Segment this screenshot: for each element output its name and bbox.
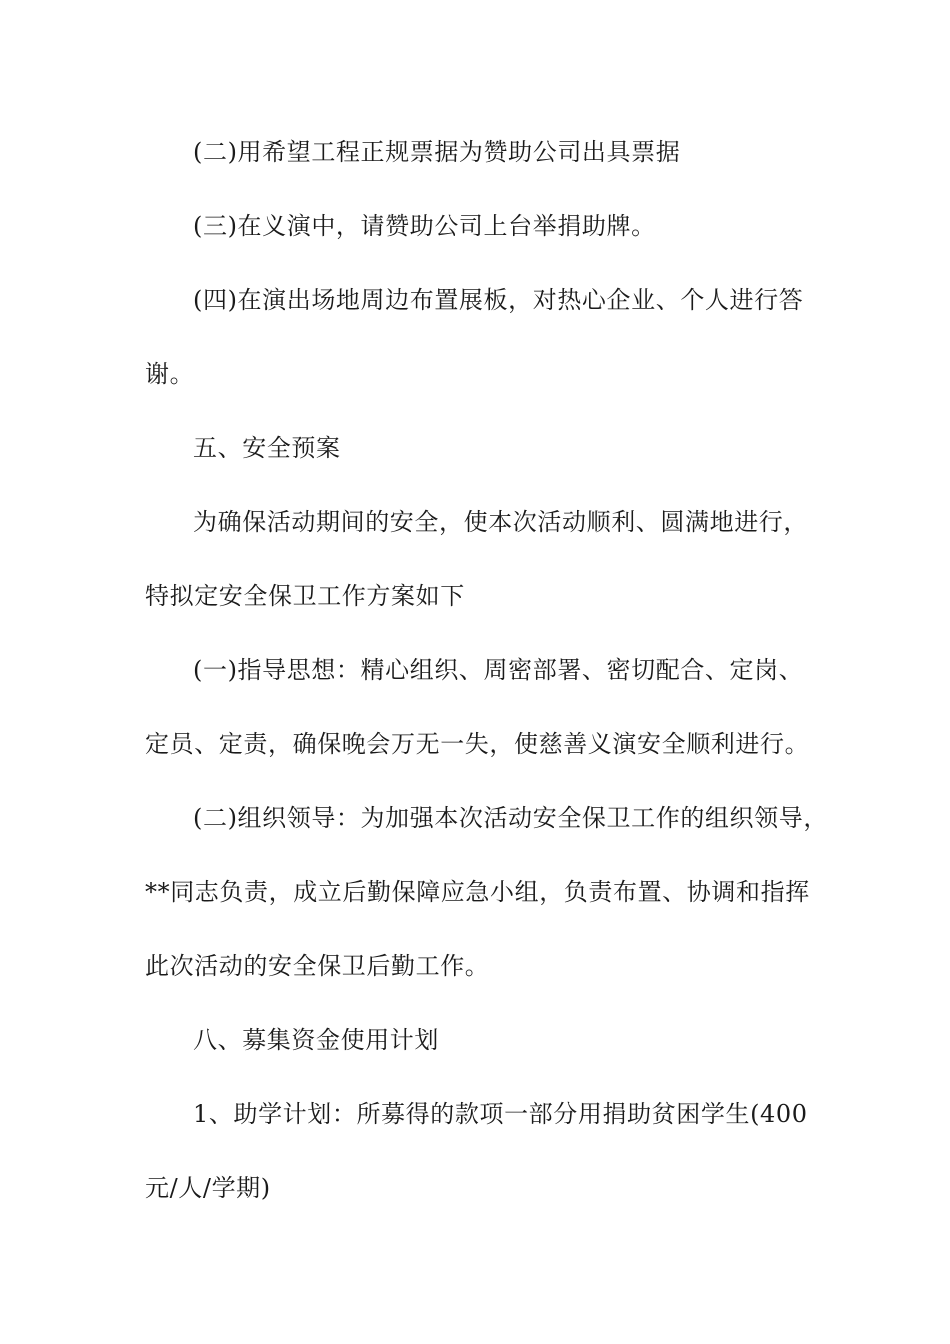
paragraph-line: 特拟定安全保卫工作方案如下 xyxy=(145,582,465,610)
paragraph-line: 谢。 xyxy=(145,360,195,388)
paragraph-line: (四)在演出场地周边布置展板，对热心企业、个人进行答 xyxy=(193,286,804,314)
paragraph-line: 1、助学计划：所募得的款项一部分用捐助贫困学生(400 xyxy=(193,1100,808,1128)
section-heading: 五、安全预案 xyxy=(193,434,341,462)
paragraph-line: (三)在义演中，请赞助公司上台举捐助牌。 xyxy=(193,212,656,240)
paragraph-line: (一)指导思想：精心组织、周密部署、密切配合、定岗、 xyxy=(193,656,804,684)
paragraph-line: **同志负责，成立后勤保障应急小组，负责布置、协调和指挥 xyxy=(145,878,810,906)
paragraph-line: (二)用希望工程正规票据为赞助公司出具票据 xyxy=(193,138,681,166)
section-heading: 八、募集资金使用计划 xyxy=(193,1026,439,1054)
paragraph-line: (二)组织领导：为加强本次活动安全保卫工作的组织领导， xyxy=(193,804,828,832)
paragraph-line: 定员、定责，确保晚会万无一失，使慈善义演安全顺利进行。 xyxy=(145,730,810,758)
paragraph-line: 元/人/学期) xyxy=(145,1174,271,1202)
paragraph-line: 为确保活动期间的安全，使本次活动顺利、圆满地进行， xyxy=(193,508,808,536)
paragraph-line: 此次活动的安全保卫后勤工作。 xyxy=(145,952,490,980)
